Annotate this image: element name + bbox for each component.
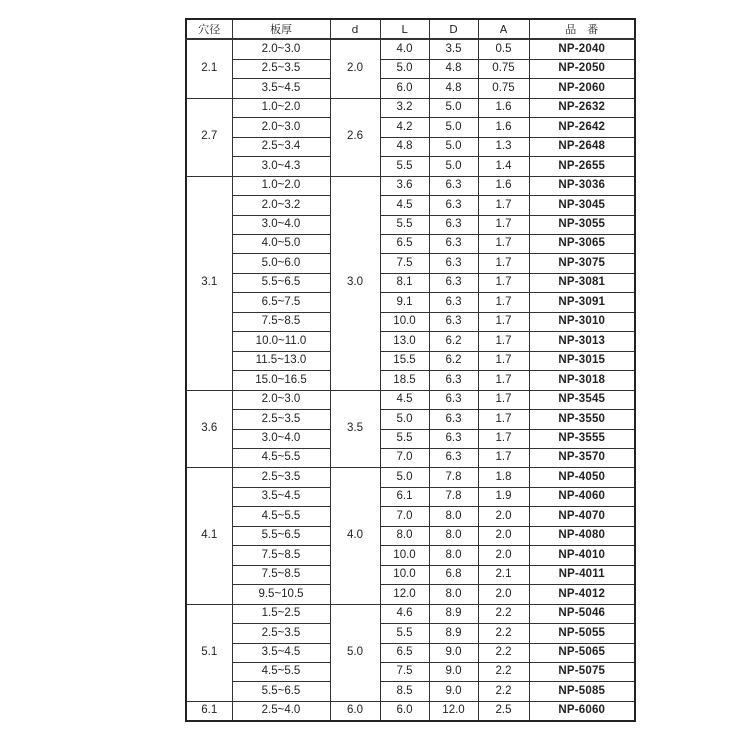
D-cell: 6.2	[429, 332, 478, 351]
A-cell: 2.2	[478, 682, 529, 701]
plate-thickness-cell: 2.5~3.5	[232, 410, 330, 429]
table-row	[186, 624, 635, 643]
L-cell: 10.0	[380, 546, 429, 565]
hole-diameter-cell: 3.1	[186, 176, 232, 390]
L-cell: 4.5	[380, 196, 429, 215]
part-number-cell: NP-4012	[529, 585, 635, 604]
L-cell: 8.5	[380, 682, 429, 701]
header-L: L	[380, 19, 429, 39]
A-cell: 1.7	[478, 234, 529, 253]
part-number-cell: NP-3555	[529, 429, 635, 448]
A-cell: 1.4	[478, 157, 529, 176]
d-cell: 4.0	[330, 468, 380, 604]
D-cell: 3.5	[429, 39, 478, 59]
table-row	[186, 98, 635, 117]
L-cell: 6.1	[380, 487, 429, 506]
L-cell: 7.0	[380, 507, 429, 526]
D-cell: 8.0	[429, 507, 478, 526]
A-cell: 2.0	[478, 585, 529, 604]
plate-thickness-cell: 5.5~6.5	[232, 682, 330, 701]
L-cell: 3.6	[380, 176, 429, 195]
A-cell: 2.2	[478, 624, 529, 643]
L-cell: 5.0	[380, 59, 429, 78]
L-cell: 5.5	[380, 624, 429, 643]
table-row	[186, 215, 635, 234]
D-cell: 6.3	[429, 312, 478, 331]
A-cell: 0.5	[478, 39, 529, 59]
A-cell: 1.7	[478, 410, 529, 429]
table-row	[186, 196, 635, 215]
plate-thickness-cell: 5.0~6.0	[232, 254, 330, 273]
A-cell: 1.7	[478, 332, 529, 351]
D-cell: 6.3	[429, 273, 478, 292]
d-cell: 2.0	[330, 39, 380, 98]
plate-thickness-cell: 3.5~4.5	[232, 643, 330, 662]
part-number-cell: NP-2050	[529, 59, 635, 78]
part-number-cell: NP-2648	[529, 137, 635, 156]
L-cell: 10.0	[380, 565, 429, 584]
table-row	[186, 682, 635, 701]
part-number-cell: NP-2642	[529, 118, 635, 137]
table-row	[186, 546, 635, 565]
table-row	[186, 410, 635, 429]
D-cell: 12.0	[429, 701, 478, 721]
A-cell: 2.5	[478, 701, 529, 721]
D-cell: 6.3	[429, 371, 478, 390]
D-cell: 8.0	[429, 526, 478, 545]
header-hole-diameter: 穴径	[186, 19, 232, 39]
A-cell: 1.7	[478, 351, 529, 370]
part-number-cell: NP-2040	[529, 39, 635, 59]
plate-thickness-cell: 4.5~5.5	[232, 507, 330, 526]
table-row	[186, 176, 635, 195]
D-cell: 7.8	[429, 487, 478, 506]
plate-thickness-cell: 6.5~7.5	[232, 293, 330, 312]
L-cell: 5.5	[380, 215, 429, 234]
header-plate-thickness: 板厚	[232, 19, 330, 39]
D-cell: 8.9	[429, 604, 478, 623]
part-number-cell: NP-6060	[529, 701, 635, 721]
part-number-cell: NP-3055	[529, 215, 635, 234]
d-cell: 3.0	[330, 176, 380, 390]
L-cell: 5.0	[380, 468, 429, 487]
plate-thickness-cell: 10.0~11.0	[232, 332, 330, 351]
part-number-cell: NP-3045	[529, 196, 635, 215]
part-number-cell: NP-3065	[529, 234, 635, 253]
L-cell: 10.0	[380, 312, 429, 331]
L-cell: 9.1	[380, 293, 429, 312]
part-number-cell: NP-3075	[529, 254, 635, 273]
plate-thickness-cell: 5.5~6.5	[232, 273, 330, 292]
A-cell: 2.2	[478, 662, 529, 681]
table-row	[186, 157, 635, 176]
D-cell: 9.0	[429, 643, 478, 662]
table-body	[186, 39, 635, 721]
A-cell: 2.2	[478, 604, 529, 623]
hole-diameter-cell: 3.6	[186, 390, 232, 468]
plate-thickness-cell: 7.5~8.5	[232, 312, 330, 331]
plate-thickness-cell: 3.5~4.5	[232, 487, 330, 506]
L-cell: 7.0	[380, 448, 429, 467]
A-cell: 2.2	[478, 643, 529, 662]
A-cell: 1.7	[478, 448, 529, 467]
D-cell: 8.0	[429, 585, 478, 604]
L-cell: 8.0	[380, 526, 429, 545]
part-number-cell: NP-3545	[529, 390, 635, 409]
table-row	[186, 662, 635, 681]
part-number-cell: NP-4011	[529, 565, 635, 584]
hole-diameter-cell: 2.7	[186, 98, 232, 176]
plate-thickness-cell: 3.0~4.0	[232, 215, 330, 234]
plate-thickness-cell: 3.0~4.3	[232, 157, 330, 176]
part-number-cell: NP-3081	[529, 273, 635, 292]
plate-thickness-cell: 7.5~8.5	[232, 546, 330, 565]
part-number-cell: NP-3015	[529, 351, 635, 370]
D-cell: 6.3	[429, 429, 478, 448]
D-cell: 4.8	[429, 59, 478, 78]
plate-thickness-cell: 2.5~3.5	[232, 624, 330, 643]
table-row	[186, 312, 635, 331]
plate-thickness-cell: 2.5~3.5	[232, 59, 330, 78]
table-row	[186, 371, 635, 390]
table-row	[186, 565, 635, 584]
A-cell: 2.0	[478, 546, 529, 565]
header-D: D	[429, 19, 478, 39]
A-cell: 1.7	[478, 293, 529, 312]
L-cell: 13.0	[380, 332, 429, 351]
A-cell: 1.6	[478, 118, 529, 137]
table-row	[186, 234, 635, 253]
table-row	[186, 448, 635, 467]
table-row	[186, 59, 635, 78]
L-cell: 7.5	[380, 662, 429, 681]
plate-thickness-cell: 11.5~13.0	[232, 351, 330, 370]
L-cell: 4.2	[380, 118, 429, 137]
A-cell: 1.7	[478, 429, 529, 448]
A-cell: 0.75	[478, 79, 529, 98]
hole-diameter-cell: 6.1	[186, 701, 232, 721]
header-row	[186, 19, 635, 39]
part-number-cell: NP-5055	[529, 624, 635, 643]
plate-thickness-cell: 1.0~2.0	[232, 176, 330, 195]
part-number-cell: NP-3550	[529, 410, 635, 429]
L-cell: 4.8	[380, 137, 429, 156]
plate-thickness-cell: 3.0~4.0	[232, 429, 330, 448]
L-cell: 4.6	[380, 604, 429, 623]
plate-thickness-cell: 4.0~5.0	[232, 234, 330, 253]
L-cell: 7.5	[380, 254, 429, 273]
D-cell: 5.0	[429, 118, 478, 137]
L-cell: 5.5	[380, 429, 429, 448]
part-number-cell: NP-4010	[529, 546, 635, 565]
rivet-spec-table	[185, 18, 636, 722]
A-cell: 2.0	[478, 526, 529, 545]
D-cell: 6.3	[429, 176, 478, 195]
L-cell: 4.5	[380, 390, 429, 409]
D-cell: 6.2	[429, 351, 478, 370]
part-number-cell: NP-4080	[529, 526, 635, 545]
plate-thickness-cell: 5.5~6.5	[232, 526, 330, 545]
L-cell: 15.5	[380, 351, 429, 370]
D-cell: 8.0	[429, 546, 478, 565]
A-cell: 0.75	[478, 59, 529, 78]
part-number-cell: NP-4060	[529, 487, 635, 506]
L-cell: 6.5	[380, 234, 429, 253]
L-cell: 4.0	[380, 39, 429, 59]
A-cell: 2.0	[478, 507, 529, 526]
part-number-cell: NP-2632	[529, 98, 635, 117]
L-cell: 6.0	[380, 701, 429, 721]
table-row	[186, 273, 635, 292]
header-d: d	[330, 19, 380, 39]
L-cell: 3.2	[380, 98, 429, 117]
part-number-cell: NP-2060	[529, 79, 635, 98]
part-number-cell: NP-2655	[529, 157, 635, 176]
L-cell: 5.0	[380, 410, 429, 429]
plate-thickness-cell: 9.5~10.5	[232, 585, 330, 604]
L-cell: 6.5	[380, 643, 429, 662]
part-number-cell: NP-3036	[529, 176, 635, 195]
table-row	[186, 468, 635, 487]
plate-thickness-cell: 2.0~3.0	[232, 118, 330, 137]
L-cell: 5.5	[380, 157, 429, 176]
hole-diameter-cell: 4.1	[186, 468, 232, 604]
part-number-cell: NP-3018	[529, 371, 635, 390]
header-A: A	[478, 19, 529, 39]
table-row	[186, 526, 635, 545]
D-cell: 7.8	[429, 468, 478, 487]
table-row	[186, 118, 635, 137]
table-row	[186, 79, 635, 98]
plate-thickness-cell: 3.5~4.5	[232, 79, 330, 98]
table-row	[186, 137, 635, 156]
D-cell: 6.3	[429, 196, 478, 215]
table-row	[186, 585, 635, 604]
D-cell: 6.3	[429, 410, 478, 429]
part-number-cell: NP-4050	[529, 468, 635, 487]
table-row	[186, 351, 635, 370]
D-cell: 6.3	[429, 254, 478, 273]
plate-thickness-cell: 2.5~3.5	[232, 468, 330, 487]
table-row	[186, 39, 635, 59]
table-row	[186, 604, 635, 623]
plate-thickness-cell: 1.5~2.5	[232, 604, 330, 623]
part-number-cell: NP-5046	[529, 604, 635, 623]
plate-thickness-cell: 2.0~3.0	[232, 39, 330, 59]
D-cell: 4.8	[429, 79, 478, 98]
d-cell: 5.0	[330, 604, 380, 701]
A-cell: 1.6	[478, 176, 529, 195]
table-row	[186, 293, 635, 312]
A-cell: 1.7	[478, 312, 529, 331]
d-cell: 2.6	[330, 98, 380, 176]
D-cell: 6.3	[429, 234, 478, 253]
D-cell: 5.0	[429, 98, 478, 117]
D-cell: 5.0	[429, 157, 478, 176]
D-cell: 6.3	[429, 215, 478, 234]
part-number-cell: NP-4070	[529, 507, 635, 526]
A-cell: 1.3	[478, 137, 529, 156]
L-cell: 18.5	[380, 371, 429, 390]
part-number-cell: NP-3010	[529, 312, 635, 331]
table-row	[186, 254, 635, 273]
A-cell: 1.7	[478, 273, 529, 292]
d-cell: 6.0	[330, 701, 380, 721]
plate-thickness-cell: 4.5~5.5	[232, 662, 330, 681]
D-cell: 9.0	[429, 682, 478, 701]
table-row	[186, 487, 635, 506]
D-cell: 5.0	[429, 137, 478, 156]
A-cell: 1.7	[478, 254, 529, 273]
plate-thickness-cell: 7.5~8.5	[232, 565, 330, 584]
plate-thickness-cell: 1.0~2.0	[232, 98, 330, 117]
table-row	[186, 507, 635, 526]
A-cell: 1.7	[478, 390, 529, 409]
plate-thickness-cell: 2.0~3.2	[232, 196, 330, 215]
part-number-cell: NP-5065	[529, 643, 635, 662]
header-part-number: 品 番	[529, 19, 635, 39]
D-cell: 6.8	[429, 565, 478, 584]
hole-diameter-cell: 5.1	[186, 604, 232, 701]
A-cell: 1.8	[478, 468, 529, 487]
d-cell: 3.5	[330, 390, 380, 468]
part-number-cell: NP-5085	[529, 682, 635, 701]
table-row	[186, 643, 635, 662]
A-cell: 1.6	[478, 98, 529, 117]
D-cell: 6.3	[429, 448, 478, 467]
D-cell: 9.0	[429, 662, 478, 681]
plate-thickness-cell: 4.5~5.5	[232, 448, 330, 467]
part-number-cell: NP-3013	[529, 332, 635, 351]
A-cell: 1.7	[478, 371, 529, 390]
A-cell: 1.7	[478, 215, 529, 234]
L-cell: 8.1	[380, 273, 429, 292]
plate-thickness-cell: 2.5~3.4	[232, 137, 330, 156]
part-number-cell: NP-3570	[529, 448, 635, 467]
D-cell: 6.3	[429, 293, 478, 312]
table-row	[186, 390, 635, 409]
plate-thickness-cell: 2.0~3.0	[232, 390, 330, 409]
L-cell: 12.0	[380, 585, 429, 604]
plate-thickness-cell: 15.0~16.5	[232, 371, 330, 390]
part-number-cell: NP-3091	[529, 293, 635, 312]
part-number-cell: NP-5075	[529, 662, 635, 681]
table-row	[186, 429, 635, 448]
A-cell: 2.1	[478, 565, 529, 584]
L-cell: 6.0	[380, 79, 429, 98]
plate-thickness-cell: 2.5~4.0	[232, 701, 330, 721]
hole-diameter-cell: 2.1	[186, 39, 232, 98]
A-cell: 1.7	[478, 196, 529, 215]
table-row	[186, 332, 635, 351]
D-cell: 8.9	[429, 624, 478, 643]
A-cell: 1.9	[478, 487, 529, 506]
table-row	[186, 701, 635, 721]
D-cell: 6.3	[429, 390, 478, 409]
